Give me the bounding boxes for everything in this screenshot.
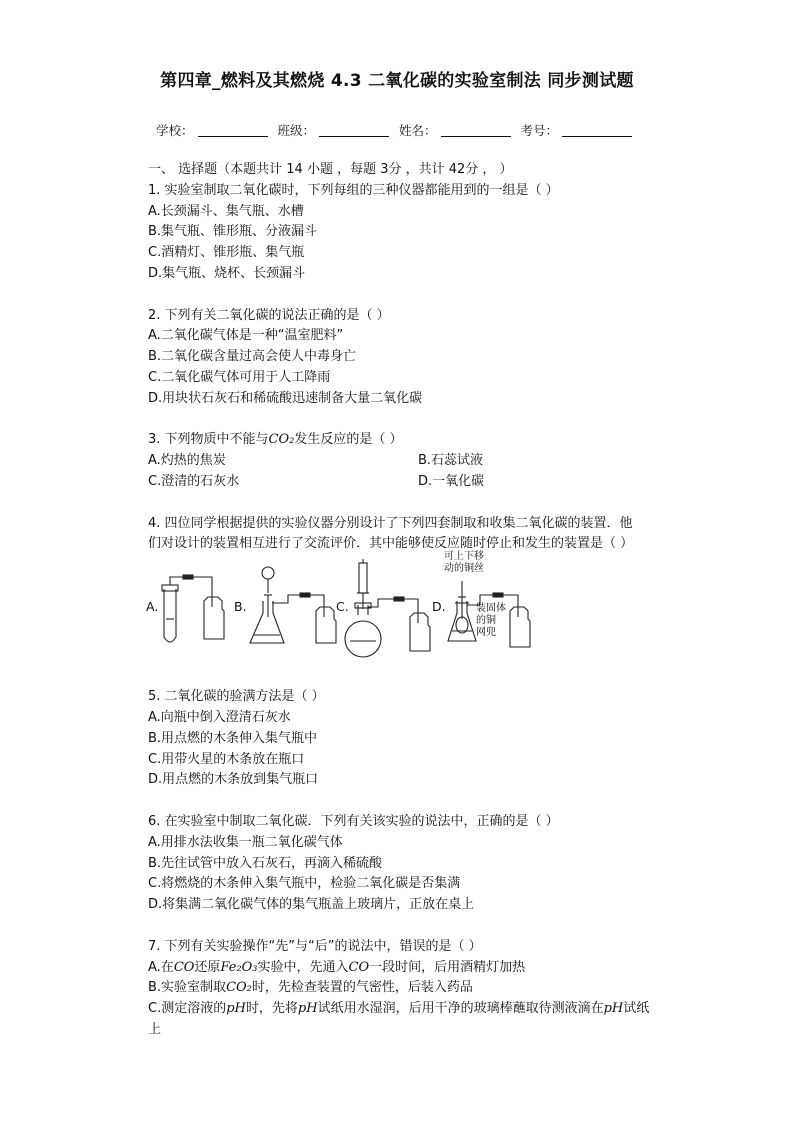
q7-c-ph-1: pH xyxy=(226,1001,246,1017)
section-heading: 一、 选择题（本题共计 14 小题 ，每题 3分 ，共计 42分 ， ） xyxy=(148,162,513,177)
q3-option-d: D.一氧化碳 xyxy=(418,473,485,489)
q6-option-d: D.将集满二氧化碳气体的集气瓶盖上玻璃片，正放在桌上 xyxy=(148,897,475,913)
copper-basket-note-line3: 网兜 xyxy=(476,627,496,639)
q3-options-row2 xyxy=(148,472,688,493)
copper-basket-note-line1: 装固体 xyxy=(476,603,506,615)
q7-b-text1: B.实验室制取 xyxy=(148,980,227,996)
q1-option-b: B.集气瓶、锥形瓶、分液漏斗 xyxy=(148,224,318,240)
copper-wire-note-line2: 动的铜丝 xyxy=(444,563,484,575)
q7-c-ph-2: pH xyxy=(297,1001,318,1017)
q7-c-text3: 试纸用水湿润，后用干净的玻璃棒蘸取待测液滴在 xyxy=(317,1001,604,1017)
q2-option-b: B.二氧化碳含量过高会使人中毒身亡 xyxy=(148,349,357,365)
q7-c-text2: 时，先将 xyxy=(245,1001,298,1017)
school-blank[interactable] xyxy=(198,123,268,137)
class-blank[interactable] xyxy=(319,123,389,137)
q7-a-formula-fe2o3: Fe₂O₃ xyxy=(220,959,258,975)
copper-basket-note-line2: 的铜 xyxy=(476,615,496,627)
apparatus-a xyxy=(162,575,224,642)
q7-a-text1: A.在 xyxy=(148,959,174,975)
q7-option-a xyxy=(148,958,688,979)
q7-c-text1: C.测定溶液的 xyxy=(148,1001,227,1017)
q5-option-a: A.向瓶中倒入澄清石灰水 xyxy=(148,709,291,725)
apparatus-d-label: D. xyxy=(432,599,446,615)
q7-b-text2: 时，先检查装置的气密性，后装入药品 xyxy=(251,980,473,996)
q1-option-a: A.长颈漏斗、集气瓶、水槽 xyxy=(148,203,304,219)
q3-stem xyxy=(148,430,688,451)
apparatus-b xyxy=(250,567,336,643)
q2-stem: 2. 下列有关二氧化碳的说法正确的是（ ） xyxy=(148,307,390,323)
q7-stem: 7. 下列有关实验操作“先”与“后”的说法中，错误的是（ ） xyxy=(148,938,482,954)
exam-no-label: 考号： xyxy=(520,123,558,138)
q4-stem-line2: 们对设计的装置相互进行了交流评价．其中能够使反应随时停止和发生的装置是（ ） xyxy=(148,536,634,552)
copper-basket-note xyxy=(476,603,506,639)
q3-formula: CO₂ xyxy=(268,432,295,448)
copper-wire-note-line1: 可上下移 xyxy=(444,551,484,563)
q3-option-c: C.澄清的石灰水 xyxy=(148,473,240,489)
q5-option-d: D.用点燃的木条放到集气瓶口 xyxy=(148,772,319,788)
q7-option-b xyxy=(148,978,688,999)
q7-c-text4: 试纸 xyxy=(623,1001,650,1017)
q7-option-c xyxy=(148,999,688,1020)
class-label: 班级： xyxy=(277,123,315,138)
question-list xyxy=(148,160,688,1041)
q1-stem: 1. 实验室制取二氧化碳时，下列每组的三种仪器都能用到的一组是（ ） xyxy=(148,182,559,198)
q3-options-row1 xyxy=(148,451,688,472)
q1-option-d: D.集气瓶、烧杯、长颈漏斗 xyxy=(148,265,306,281)
apparatus-c-label: C. xyxy=(336,599,349,615)
q7-a-text3: 实验中，先通入 xyxy=(257,959,349,975)
q7-a-text4: 一段时间，后用酒精灯加热 xyxy=(369,959,526,975)
q1-option-c: C.酒精灯、锥形瓶、集气瓶 xyxy=(148,245,305,261)
q7-a-text2: 还原 xyxy=(194,959,221,975)
name-label: 姓名： xyxy=(398,123,437,138)
q6-option-a: A.用排水法收集一瓶二氧化碳气体 xyxy=(148,834,343,850)
q5-option-b: B.用点燃的木条伸入集气瓶中 xyxy=(148,730,318,746)
q7-a-formula-co: CO xyxy=(173,959,195,975)
q3-option-a: A.灼热的焦炭 xyxy=(148,453,226,469)
apparatus-c xyxy=(345,559,430,657)
exam-no-blank[interactable] xyxy=(562,123,632,137)
q6-option-b: B.先往试管中放入石灰石，再滴入稀硫酸 xyxy=(148,855,383,871)
apparatus-a-label: A. xyxy=(146,599,159,615)
q5-stem: 5. 二氧化碳的验满方法是（ ） xyxy=(148,689,325,705)
name-blank[interactable] xyxy=(441,123,511,137)
q7-a-formula-co-2: CO xyxy=(348,959,370,975)
student-info-row xyxy=(0,121,794,139)
q7-option-c-cont: 上 xyxy=(148,1021,162,1037)
q2-option-a: A.二氧化碳气体是一种“温室肥料” xyxy=(148,328,344,344)
school-label: 学校： xyxy=(155,123,194,138)
page-title: 第四章_燃料及其燃烧 4.3 二氧化碳的实验室制法 同步测试题 xyxy=(160,71,634,91)
apparatus-b-label: B. xyxy=(234,599,247,615)
q3-stem-text: 3. 下列物质中不能与 xyxy=(148,432,269,448)
copper-wire-note xyxy=(444,551,484,575)
q7-b-formula-co2: CO₂ xyxy=(226,980,252,996)
q7-c-ph-3: pH xyxy=(603,1001,624,1017)
apparatus-figure xyxy=(146,551,566,671)
q3-stem-tail: 发生反应的是（ ） xyxy=(294,432,403,448)
q6-option-c: C.将燃烧的木条伸入集气瓶中，检验二氧化碳是否集满 xyxy=(148,876,461,892)
q3-option-b: B.石蕊试液 xyxy=(418,453,484,469)
q2-option-d: D.用块状石灰石和稀硫酸迅速制备大量二氧化碳 xyxy=(148,390,423,406)
q5-option-c: C.用带火星的木条放在瓶口 xyxy=(148,751,305,767)
q2-option-c: C.二氧化碳气体可用于人工降雨 xyxy=(148,369,331,385)
q6-stem: 6. 在实验室中制取二氧化碳．下列有关该实验的说法中，正确的是（ ） xyxy=(148,813,559,829)
q4-stem-line1: 4. 四位同学根据提供的实验仪器分别设计了下列四套制取和收集二氧化碳的装置．他 xyxy=(148,515,633,531)
